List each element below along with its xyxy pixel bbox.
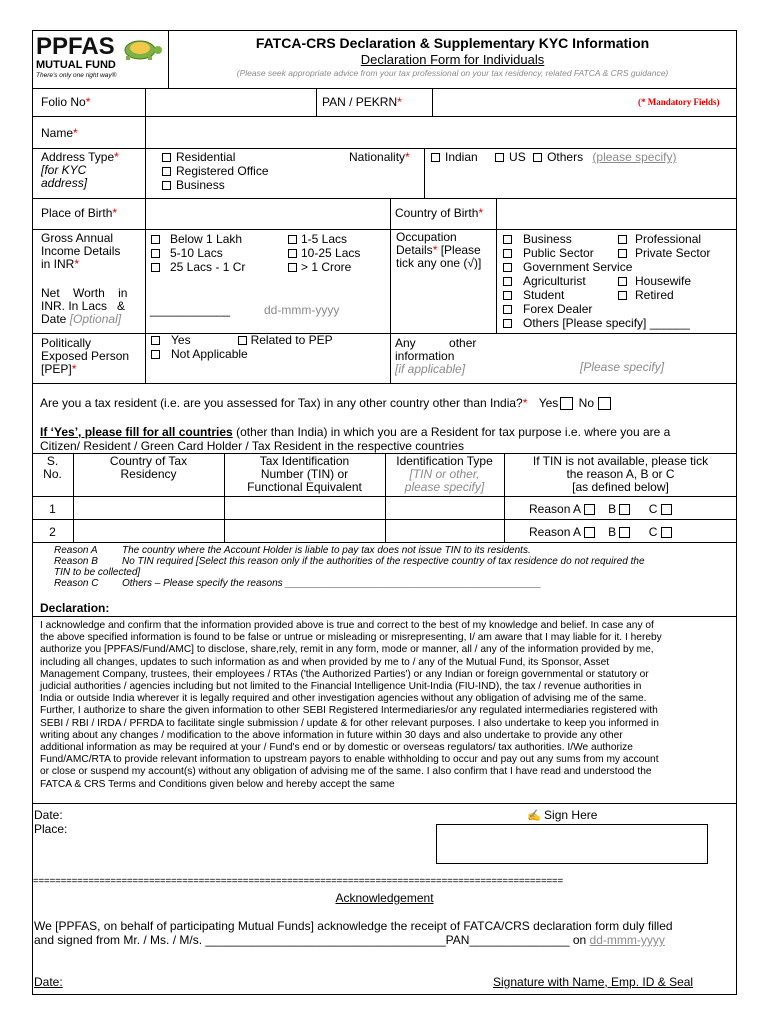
- checkbox[interactable]: [503, 277, 512, 286]
- checkbox[interactable]: [151, 336, 160, 345]
- other-info-label: Any other information [if applicable]: [395, 336, 477, 376]
- ack-date-label: Date:: [34, 975, 63, 989]
- country-of-birth-label: Country of Birth*: [395, 206, 484, 220]
- table-header-sno: S. No.: [43, 454, 62, 481]
- nationality-label: Nationality*: [349, 150, 410, 164]
- checkbox[interactable]: [238, 336, 247, 345]
- nationality-specify[interactable]: (please specify): [592, 150, 677, 164]
- ack-heading: Acknowledgement: [335, 891, 434, 905]
- checkbox[interactable]: [162, 153, 171, 162]
- logo-subtitle: MUTUAL FUND: [36, 59, 116, 71]
- checkbox[interactable]: [288, 263, 297, 272]
- reason-b-checkbox[interactable]: [619, 527, 630, 538]
- sign-here-label: ✍ Sign Here: [527, 808, 598, 822]
- tax-resident-no-checkbox[interactable]: [598, 397, 611, 410]
- checkbox[interactable]: [503, 235, 512, 244]
- occupation-public-sector[interactable]: Public Sector: [503, 247, 690, 260]
- checkbox[interactable]: [503, 305, 512, 314]
- address-options: [162, 151, 269, 192]
- sign-date-label: Date:: [34, 808, 63, 822]
- form-note: (Please seek appropriate advice from your tax professional on your tax residency, related FATCA & CRS guidance): [236, 68, 669, 78]
- pep-not-applicable[interactable]: Not Applicable: [151, 348, 333, 361]
- if-yes-instruction-line2: Citizen/ Resident / Green Card Holder / Tax Resident in the respective countries: [40, 439, 464, 453]
- declaration-text: I acknowledge and confirm that the information provided above is true and correct to the best of my knowledge and belief. In case any of the above specified information is found to be false or untrue or misleading or misrepresenting, I/ am aware that I may liable for it. I hereby authorize you [PPFAS/Fund/AMC] to disclose, share,rely, remit in any form, mode or manner, all / any of the information provided by me, including all changes, updates to such information as and when provided by me to / any of the Mutual Fund, its Sponsor, Asset Management Company, trustees, their employees / RTAs ('the Authorized Parties') or any Indian or foreign governmental or statutory or judicial authorities / agencies including but not limited to the Financial Intelligence Unit-India (FIU-IND), the tax / revenue authorities in India or outside India wherever it is legally required and other investigation agencies without any obligation of advising me of the same. Further, I authorize to share the given information to other SEBI Registered Intermediaries/or any regulated intermediaries registered with SEBI / RBI / IRDA / PFRDA to facilitate single submission / update & for other relevant purposes. I also undertake to keep you informed in writing about any changes / modification to the above information in future within 30 days and also undertake to provide any other additional information as may be required at your / Fund's end or by domestic or overseas regulators/ tax authorities. I/We authorize Fund/AMC/RTA to provide relevant information to upstream payors to enable withholding to occur and pay out any sums from my account or close or suspend my account(s) without any obligation of advising me of the same. I also confirm that I have read and understood the FATCA & CRS Terms and Conditions given below and hereby accept the same: [40, 620, 662, 790]
- checkbox[interactable]: [495, 153, 504, 162]
- checkbox[interactable]: [618, 291, 627, 300]
- checkbox[interactable]: [503, 319, 512, 328]
- checkbox[interactable]: [533, 153, 542, 162]
- pep-related[interactable]: Related to PEP: [238, 333, 333, 347]
- income-10-25-lacs[interactable]: 10-25 Lacs: [288, 247, 360, 260]
- turtle-icon: [118, 36, 164, 60]
- ack-date-input[interactable]: dd-mmm-yyyy: [589, 933, 665, 947]
- pan-input[interactable]: [433, 89, 633, 115]
- mandatory-note: (* Mandatory Fields): [638, 97, 720, 107]
- checkbox[interactable]: [618, 277, 627, 286]
- income-label: Gross Annual Income Details in INR*: [41, 231, 121, 271]
- address-option-registered-office[interactable]: Registered Office: [162, 165, 269, 178]
- occupation-agriculturist[interactable]: Agriculturist: [503, 275, 690, 288]
- checkbox[interactable]: [618, 235, 627, 244]
- net-worth-date-input[interactable]: dd-mmm-yyyy: [264, 303, 340, 317]
- income-above-1-crore[interactable]: > 1 Crore: [288, 261, 360, 274]
- income-5-10-lacs[interactable]: 5-10 Lacs: [151, 247, 245, 260]
- table-header-reason: If TIN is not available, please tick the reason A, B or C [as defined below]: [532, 454, 709, 494]
- checkbox[interactable]: [503, 249, 512, 258]
- tax-resident-yes-checkbox[interactable]: [560, 397, 573, 410]
- signature-box[interactable]: [436, 824, 708, 864]
- pep-yes[interactable]: Yes: [151, 333, 191, 347]
- reason-a-checkbox[interactable]: [584, 504, 595, 515]
- income-1-5-lacs[interactable]: 1-5 Lacs: [288, 233, 360, 246]
- form-title: FATCA-CRS Declaration & Supplementary KYC Information: [255, 35, 650, 51]
- address-option-business[interactable]: Business: [162, 179, 269, 192]
- ppfas-logo: [36, 34, 166, 84]
- income-25-lacs-1-cr[interactable]: 25 Lacs - 1 Cr: [151, 261, 245, 274]
- checkbox[interactable]: [151, 350, 160, 359]
- checkbox[interactable]: [288, 249, 297, 258]
- separator-line: ================================================================================================: [33, 877, 564, 887]
- occupation-options-right: [618, 233, 710, 302]
- pep-options: [151, 334, 333, 361]
- ack-text-line1: We [PPFAS, on behalf of participating Mutual Funds] acknowledge the receipt of FATCA/CRS declaration form duly filled: [34, 919, 673, 933]
- table-row-2-sno: 2: [49, 525, 56, 539]
- income-options-right: [288, 233, 360, 274]
- place-of-birth-label: Place of Birth*: [41, 206, 118, 220]
- reason-b-checkbox[interactable]: [619, 504, 630, 515]
- place-of-birth-input[interactable]: [146, 199, 390, 229]
- checkbox[interactable]: [162, 181, 171, 190]
- income-options-left: [151, 233, 245, 274]
- occupation-professional[interactable]: Professional: [618, 233, 710, 246]
- folio-label: Folio No*: [41, 95, 91, 109]
- table-row-1-sno: 1: [49, 502, 56, 516]
- reason-a-checkbox[interactable]: [584, 527, 595, 538]
- nationality-options: [431, 151, 676, 164]
- nationality-us[interactable]: US: [495, 150, 526, 164]
- reasons-definitions: Reason A The country where the Account Holder is liable to pay tax does not issue TIN to its residents. Reason B No TIN required [Select this reason only if the authorities of the respective country of tax residence do not required the TIN to be collected] Reason C Others – Please specify the reasons ______________________________________________: [54, 545, 645, 589]
- table-header-country: Country of Tax Residency: [109, 454, 188, 481]
- occupation-others[interactable]: Others [Please specify] ______: [503, 317, 690, 330]
- nationality-others[interactable]: Others: [533, 150, 583, 164]
- if-yes-instruction: If ‘Yes’, please fill for all countries (other than India) in which you are a Resident for tax purpose i.e. where you are a: [40, 425, 671, 439]
- logo-brand: PPFAS: [36, 33, 115, 60]
- checkbox[interactable]: [162, 167, 171, 176]
- reason-c-checkbox[interactable]: [661, 504, 672, 515]
- name-label: Name*: [41, 126, 78, 140]
- checkbox[interactable]: [151, 235, 160, 244]
- checkbox[interactable]: [431, 153, 440, 162]
- address-type-label: Address Type* [for KYC address]: [41, 150, 119, 190]
- country-of-birth-input[interactable]: [497, 199, 736, 229]
- table-row-2-reasons: Reason A B C: [529, 526, 672, 539]
- ack-text-line2: and signed from Mr. / Ms. / M/s. ____________________________________PAN_______________ on dd-mmm-yyyy: [34, 933, 665, 947]
- sign-place-label: Place:: [34, 822, 68, 836]
- address-option-residential[interactable]: Residential: [162, 151, 269, 164]
- checkbox[interactable]: [618, 249, 627, 258]
- occupation-government-service[interactable]: Government Service: [503, 261, 690, 274]
- occupation-forex-dealer[interactable]: Forex Dealer: [503, 303, 690, 316]
- net-worth-input[interactable]: ____________: [150, 303, 231, 317]
- pen-icon: ✍: [527, 810, 541, 822]
- occupation-student[interactable]: Student: [503, 289, 690, 302]
- declaration-heading: Declaration:: [40, 601, 110, 615]
- net-worth-label: Net Worth in INR. In Lacs & Date [Optional]: [41, 286, 128, 326]
- other-info-input[interactable]: [Please specify]: [580, 360, 665, 374]
- occupation-business[interactable]: Business: [503, 233, 690, 246]
- occupation-private-sector[interactable]: Private Sector: [618, 247, 710, 260]
- occupation-label: Occupation Details* [Please tick any one (√)]: [396, 230, 482, 270]
- checkbox[interactable]: [503, 291, 512, 300]
- reason-c-checkbox[interactable]: [661, 527, 672, 538]
- logo-tagline: There's only one right way®: [36, 72, 117, 79]
- table-header-tin: Tax Identification Number (TIN) or Functional Equivalent: [247, 454, 362, 494]
- folio-input[interactable]: [146, 89, 316, 115]
- form-subtitle: Declaration Form for Individuals: [360, 52, 545, 67]
- tax-resident-question: Are you a tax resident (i.e. are you assessed for Tax) in any other country other than India?* Yes No: [40, 397, 611, 410]
- ack-signature-label: Signature with Name, Emp. ID & Seal: [493, 975, 694, 989]
- pep-label: Politically Exposed Person [PEP]*: [41, 336, 130, 376]
- pan-label: PAN / PEKRN*: [322, 95, 402, 109]
- checkbox[interactable]: [151, 249, 160, 258]
- nationality-indian[interactable]: Indian: [431, 150, 478, 164]
- checkbox[interactable]: [288, 235, 297, 244]
- table-header-id-type: Identification Type [TIN or other, please specify]: [396, 454, 493, 494]
- occupation-housewife[interactable]: Housewife: [618, 275, 710, 288]
- checkbox[interactable]: [503, 263, 512, 272]
- occupation-retired[interactable]: Retired: [618, 289, 710, 302]
- checkbox[interactable]: [151, 263, 160, 272]
- name-input[interactable]: [146, 117, 736, 147]
- income-below-1-lakh[interactable]: Below 1 Lakh: [151, 233, 245, 246]
- table-row-1-reasons: Reason A B C: [529, 503, 672, 516]
